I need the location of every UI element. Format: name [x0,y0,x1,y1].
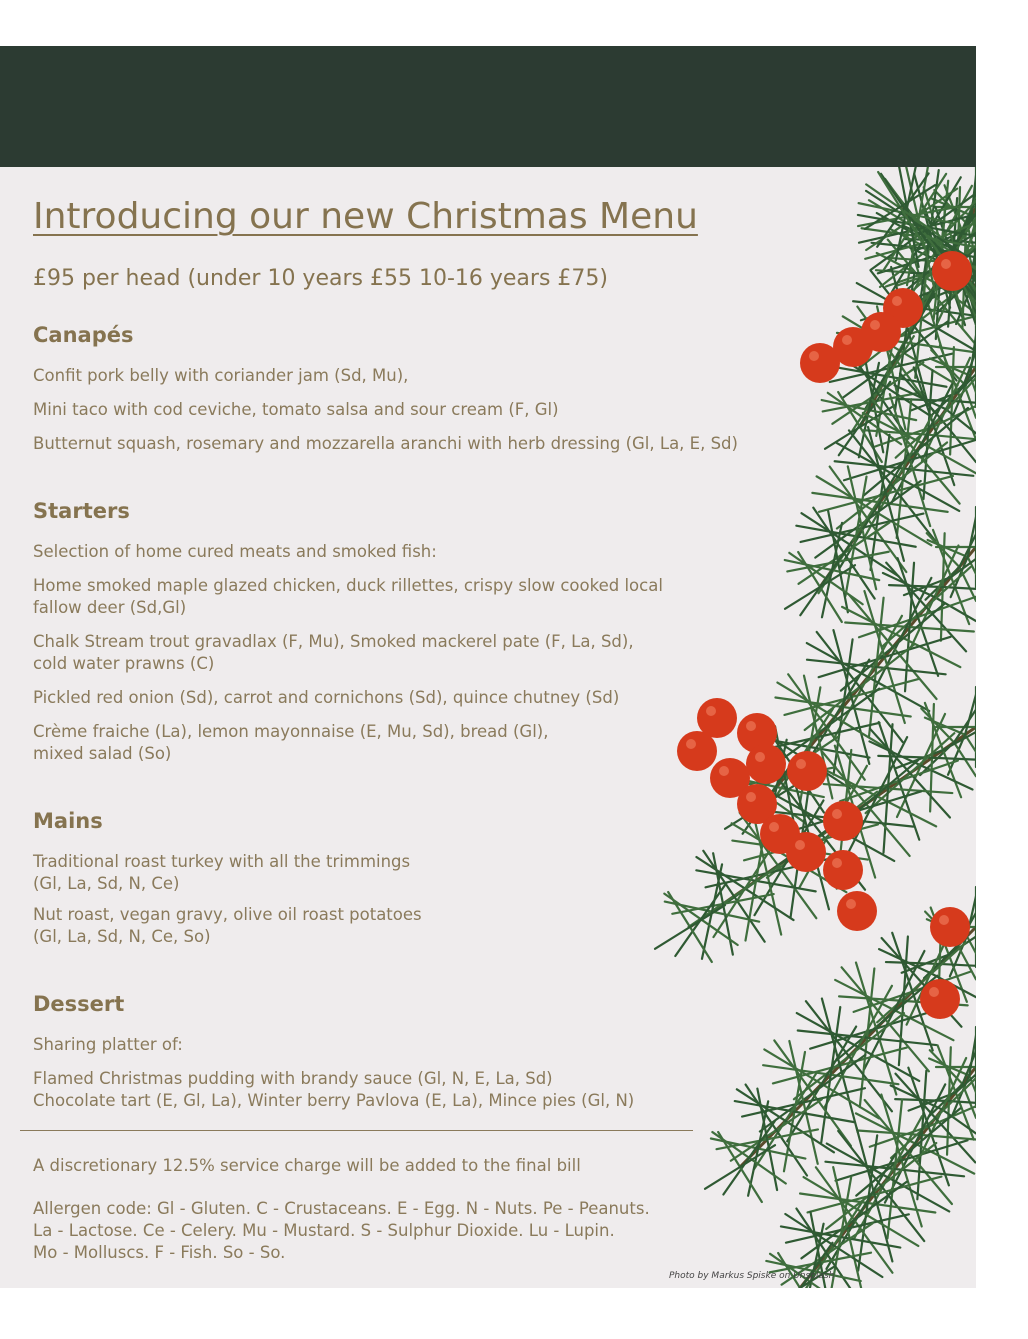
section-heading-dessert: Dessert [33,992,125,1016]
menu-item: (Gl, La, Sd, N, Ce, So) [33,927,211,946]
divider-line [20,1130,693,1131]
page-title: Introducing our new Christmas Menu [33,196,698,237]
section-heading-canapes: Canapés [33,323,134,347]
menu-item: Confit pork belly with coriander jam (Sd, Mu), [33,366,409,385]
menu-item: cold water prawns (C) [33,654,215,673]
service-charge-note: A discretionary 12.5% service charge will be added to the final bill [33,1156,581,1175]
header-band [0,46,976,167]
menu-item: fallow deer (Sd,Gl) [33,598,187,617]
section-heading-mains: Mains [33,809,103,833]
photo-credit: Photo by Markus Spiske on Unsplash [669,1271,835,1281]
menu-item: Sharing platter of: [33,1035,183,1054]
menu-item: Crème fraiche (La), lemon mayonnaise (E, Mu, Sd), bread (Gl), [33,722,549,741]
menu-item: Chocolate tart (E, Gl, La), Winter berry Pavlova (E, La), Mince pies (Gl, N) [33,1091,635,1110]
menu-item: Selection of home cured meats and smoked fish: [33,542,437,561]
menu-item: Nut roast, vegan gravy, olive oil roast potatoes [33,905,422,924]
menu-item: Home smoked maple glazed chicken, duck rillettes, crispy slow cooked local [33,576,663,595]
menu-item: Traditional roast turkey with all the trimmings [33,852,411,871]
menu-item: Chalk Stream trout gravadlax (F, Mu), Smoked mackerel pate (F, La, Sd), [33,632,634,651]
menu-item: Flamed Christmas pudding with brandy sauce (Gl, N, E, La, Sd) [33,1069,553,1088]
menu-item: Butternut squash, rosemary and mozzarella aranchi with herb dressing (Gl, La, E, Sd) [33,434,738,453]
section-heading-starters: Starters [33,499,130,523]
price-line: £95 per head (under 10 years £55 10-16 years £75) [33,266,608,291]
allergen-code-line: Mo - Molluscs. F - Fish. So - So. [33,1243,286,1262]
menu-item: (Gl, La, Sd, N, Ce) [33,874,180,893]
allergen-code-line: Allergen code: Gl - Gluten. C - Crustaceans. E - Egg. N - Nuts. Pe - Peanuts. [33,1199,650,1218]
menu-item: Pickled red onion (Sd), carrot and cornichons (Sd), quince chutney (Sd) [33,688,620,707]
menu-item: mixed salad (So) [33,744,172,763]
menu-item: Mini taco with cod ceviche, tomato salsa and sour cream (F, Gl) [33,400,559,419]
allergen-code-line: La - Lactose. Ce - Celery. Mu - Mustard. S - Sulphur Dioxide. Lu - Lupin. [33,1221,615,1240]
